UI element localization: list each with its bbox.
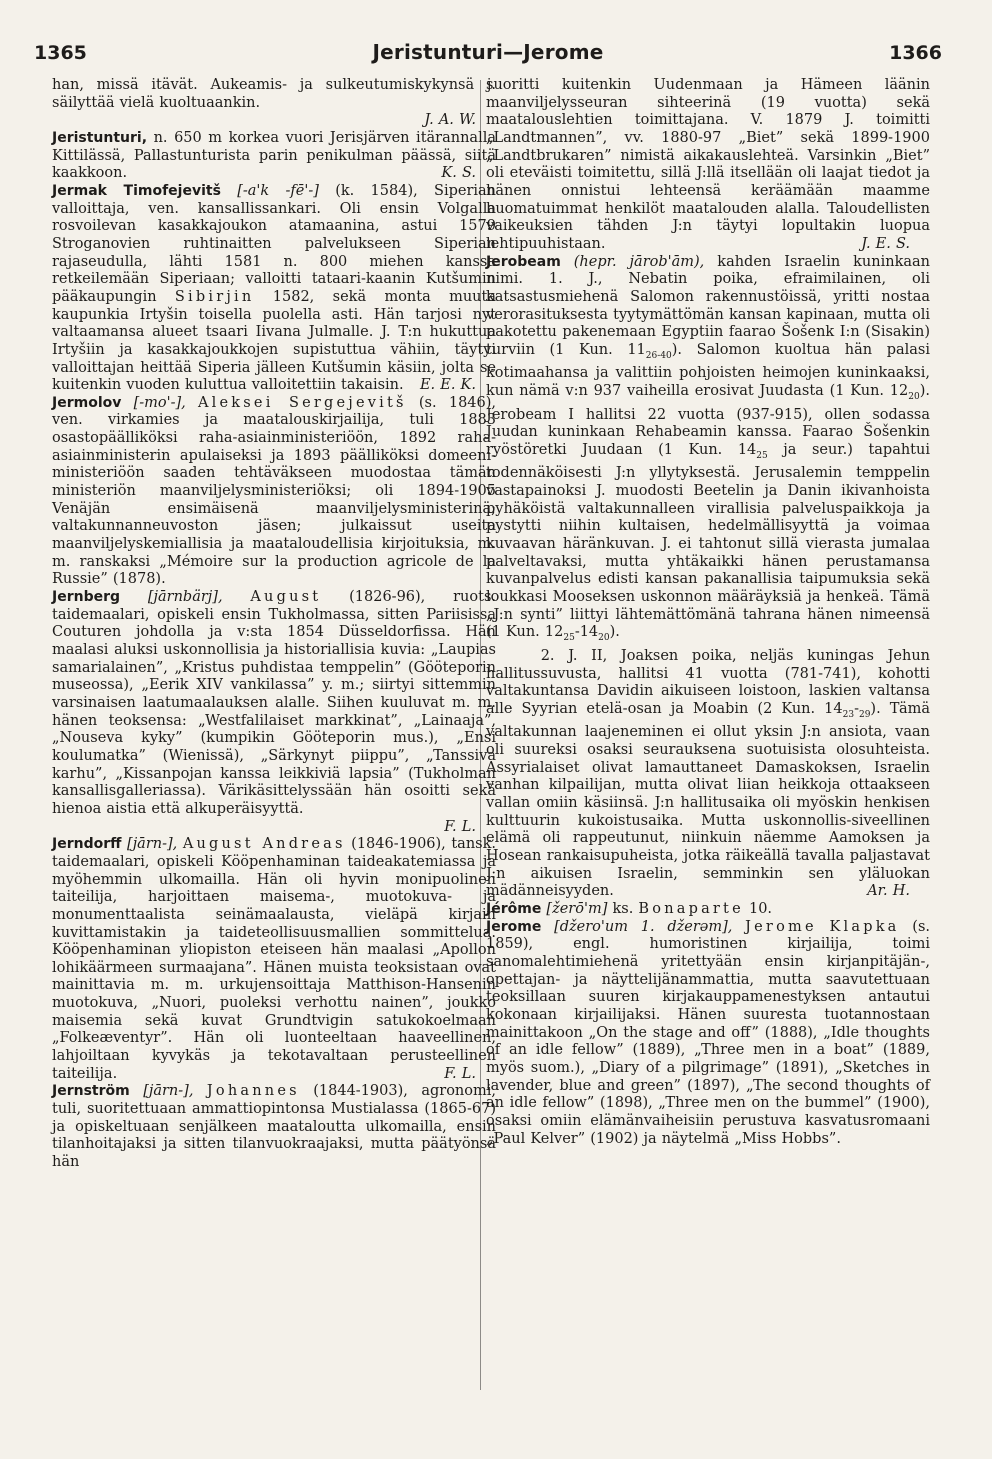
headword: Jérôme: [486, 900, 542, 917]
signature: F. L.: [444, 818, 476, 835]
headword: Jernberg: [52, 589, 121, 606]
pronunciation: [-mo'-],: [133, 394, 186, 411]
headword: Jernström: [52, 1083, 130, 1100]
pronunciation: [džero'um 1. džerəm],: [554, 918, 733, 935]
entry-jerome-klapka: Jerome [džero'um 1. džerəm], Jerome Klapka (s. 1859), engl. humoristinen kirjailija, toimi sanomalehtimiehenä yritettyään ensin kirjanpitäjän-, opettajan- ja näyttelijänammattia, mutta saavutettuaan teoksillaan suuren kirjakauppamenestyksen antautui kokonaan kirjailijaksi. Hänen suuresta tuotannostaan mainittakoon „On the stage and off” (1888), „Idle thoughts of an idle fellow” (1889), „Three men in a boat” (1889, myös suom.), „Diary of a pilgrimage” (1891), „Sketches in lavender, blue and green” (1897), „The second thoughts of an idle fellow” (1898), „Three men on the bummel” (1900), osaksi omiin elämänvaiheisiin perustuva kasvatusromaani „Paul Kelver” (1902) ja näytelmä „Miss Hobbs”.: [486, 918, 931, 1147]
signature: J. E. S.: [861, 235, 910, 252]
pronunciation: [jārnbärj],: [147, 589, 223, 606]
left-column: [52, 77, 496, 1172]
spaced-name: Aleksei Sergejevitš: [198, 394, 407, 411]
entry-jeristunturi: Jeristunturi, n. 650 m korkea vuori Jerisjärven itärannalla Kittilässä, Pallastunturista parin penikulman päässä, siitä kaakkoon. K. S.: [52, 129, 496, 182]
right-page-number: 1366: [889, 42, 942, 64]
signature: E. E. K.: [419, 377, 476, 394]
spaced-name: Sibirjin: [174, 288, 255, 305]
spaced-name: Bonaparte: [638, 900, 744, 917]
verse-ref: 23: [842, 709, 855, 720]
entry-jerndorff: Jerndorff [jārn-], August Andreas (1846-1906), tansk. taidemaalari, opiskeli Kööpenhaminan taideakatemiassa ja myöhemmin ulkomailla. Hän oli hyvin monipuolinen taiteilija, harjoittaen maisema-, muotokuva- ja monumenttaalista seinämaalausta, vieläpä kirjain kuvittamistakin ja taideteollisuusmallien sommittelua. Kööpenhaminan yliopiston eteiseen hän maalasi „Apollon lohikäärmeen surmaajana”. Hänen muista teoksistaan ovat mainittavia m. m. urkujensoittaja Matthison-Hansenin muotokuva, „Nuori, puoleksi verhottu nainen”, joukko maisemia sekä kuvat Grundtvigin satukokoelmaan „Folkeæventyr”. Hän oli luonteeltaan haaveellinen, lahjoiltaan kyvykäs ja tekotavaltaan perusteellinen taiteilija. F. L.: [52, 836, 496, 1082]
headword: Jeristunturi,: [52, 129, 148, 146]
entry-jermolov: Jermolov [-mo'-], Aleksei Sergejevitš (s. 1846), ven. virkamies ja maatalouskirjailija, tuli 1883 osastopäälliköksi raha-asiainministeriöön, 1892 raha-asiainministerin apulaiseksi ja 1893 päälliköksi domeeni-ministeriöön saaden tehtäväkseen muodostaa tämän ministeriön maanviljelysministeriöksi; oli 1894-1905 Venäjän ensimäisenä maanviljelysministerinä; valtakunnanneuvoston jäsen; julkaissut useita maanviljelyskemiallisia ja maataloudellisia kirjoituksia, m. m. ranskaksi „Mémoire sur la production agricole de la Russie” (1878).: [52, 394, 497, 588]
page-header: [34, 40, 942, 70]
spaced-name: August Andreas: [182, 836, 346, 853]
entry-jerobeam: Jerobeam (hepr. jārob'ām), kahden Israelin kuninkaan nimi. 1. J., Nebatin poika, efraimilainen, oli katsastusmiehenä Salomon rakennustöissä, yritti nostaa verorasituksesta tyytymättömän kansan kapinaan, mutta oli pakotettu pakenemaan Egyptiin faarao Šošenk I:n (Sisakin) turviin (1 Kun. $11_{26-40}$). Salomon kuoltua hän palasi kotimaahansa ja valittiin pohjoisten heimojen kuninkaaksi, kun nämä v:n 937 vaiheilla erosivat Juudasta (1 Kun. $12_{20}$). Jerobeam I hallitsi 22 vuotta (937-915), ollen sodassa Juudan kuninkaan Rehabeamin kanssa. Faarao Šošenkin ryöstöretki Juudaan (1 Kun. $14_{25}$ ja seur.) tapahtui todennäköisesti J:n yllytyksestä. Jerusalemin temppelin vastapainoksi J. muodosti Beetelin ja Danin ikivanhoista pyhäköistä valtakunnalleen virallisia palveluspaikkoja ja pystytti niihin kultaisen, hedelmällisyyttä ja voimaa kuvaavan häränkuvan. J. ei tahtonut sillä vierasta jumalaa palveltavaksi, mutta yhtäkaikki hänen perustamansa kuvanpalvelus edisti kansan pakanallisia taipumuksia sekä loukkasi Mooseksen uskonnon määräyksiä ja henkeä. Tämä „J:n synti” liittyi lähtemättömänä tahrana hänen nimeensä (1 Kun. $12_{25}-14_{20}$).: [486, 253, 931, 644]
spaced-name: Johannes: [206, 1083, 300, 1100]
verse-ref: 20: [908, 391, 920, 402]
spaced-name: August: [250, 589, 322, 606]
headword: Jermolov: [52, 394, 122, 411]
page-title: Jeristunturi—Jerome: [372, 40, 604, 64]
signature: K. S.: [441, 165, 476, 182]
pronunciation: [-a'k -fē'-]: [237, 182, 319, 199]
headword: Jerome: [486, 918, 542, 935]
right-column: [486, 77, 930, 1148]
verse-ref: 26-40: [645, 350, 672, 361]
spaced-name: Jerome: [745, 918, 817, 935]
verse-ref: 25: [756, 450, 768, 461]
signature: J. A. W.: [424, 112, 476, 129]
headword: Jermak Timofejevitš: [52, 182, 221, 199]
pronunciation: [jārn-],: [143, 1083, 194, 1100]
entry-jernberg: Jernberg [jārnbärj], August (1826-96), ruots. taidemaalari, opiskeli ensin Tukholmassa, sitten Pariisissa Couturen johdolla ja v:sta 1854 Düsseldorfissa. Hän maalasi aluksi uskonnollisia ja historiallisia kuvia: „Laupias samarialainen”, „Kristus puhdistaa temppelin” (Gööteporin museossa), „Eerik XIV vankilassa” y. m.; siirtyi sittemmin varsinaisen laatumaalauksen alalle. Siihen kuuluvat m. m. hänen teoksensa: „Westfalilaiset markkinat”, „Lainaaja”, „Nouseva kyky” (kumpikin Gööteporin mus.), „Ensi koulumatka” (Wienissä), „Särkynyt piippu”, „Tanssiva karhu”, „Kissanpojan kanssa leikkiviä lapsia” (Tukholman kansallisgalleriassa). Värikäsittelyssään hän osoitti sekä hienoa aistia että alkuperäisyyttä.: [52, 589, 496, 817]
verse-ref: 20: [598, 633, 610, 644]
pronunciation: [žerō'm]: [546, 900, 608, 917]
signature: F. L.: [444, 1065, 476, 1082]
pronunciation: [jārn-],: [127, 836, 178, 853]
entry-jermak: Jermak Timofejevitš [-a'k -fē'-] (k. 1584), Siperian valloittaja, ven. kansallissankari. Oli ensin Volgalla rosvoilevan kasakkajoukon atamaanina, astui 1579 Stroganovien ruhtinaitten palvelukseen Siperian rajaseudulla, lähti 1581 n. 800 miehen kanssa retkeilemään Siperiaan; valloitti tataari-kaanin Kutšumin pääkaupungin Sibirjin 1582, sekä monta muuta kaupunkia Irtyšin toisella puolella asti. Hän tarjosi nyt valtaamansa alueet tsaari Iivana Julmalle. J. T:n hukuttua Irtyšiin ja kasakkajoukkojen supistuttua vähiin, täytyi valloittajan heittää Siperia jälleen Kutšumin käsiin, jolta se kuitenkin vuoden kuluttua valloitettiin takaisin. E. E. K.: [52, 182, 496, 394]
entry-jernstrom: Jernström [jārn-], Johannes (1844-1903), agronomi, tuli, suoritettuaan ammattiopintonsa Mustialassa (1865-67) ja opiskeltuaan senjälkeen maataloutta ulkomailla, ensin tilanhoitajaksi ja sitten tilanvuokraajaksi, mutta päätyönsä hän: [52, 1083, 496, 1171]
entry-jerome-bonaparte: Jérôme [žerō'm] ks. Bonaparte 10.: [486, 900, 773, 917]
signature: Ar. H.: [867, 883, 910, 900]
entry-jerobeam-part2: 2. J. II, Joaksen poika, neljäs kuningas Jehun hallitussuvusta, hallitsi 41 vuotta (781-741), kohotti valtakuntansa Davidin aikuiseen loistoon, laskien valtansa alle Syyrian etelä-osan ja Moabin (2 Kun. $14_{23}-_{29}$). Tämä valtakunnan laajeneminen ei ollut yksin J:n ansiota, vaan oli suureksi osaksi seurauksena suotuisista olosuhteista. Assyrialaiset olivat lamauttaneet Damaskoksen, Israelin vanhan kilpailijan, mutta olivat liian heikkoja ottaakseen vallan omiin käsiinsä. J:n hallitusaika oli myöskin henkisen kulttuurin kukoistusaika. Mutta uskonnollis-siveellinen elämä oli rappeutunut, niinkuin näemme Aamoksen ja Hosean rankaisupuheista, jotka räikeällä tavalla paljastavat J:n aikuisen Israelin, semminkin sen yläluokan mädänneisyyden. Ar. H.: [486, 647, 931, 900]
entry-continuation: han, missä itävät. Aukeamis- ja sulkeutumiskykynsä j. säilyttää vielä kuoltuaankin.: [52, 77, 496, 111]
verse-ref: 25: [563, 633, 575, 644]
headword: Jerndorff: [52, 836, 122, 853]
spaced-name: Klapka: [829, 918, 900, 935]
entry-continuation: suoritti kuitenkin Uudenmaan ja Hämeen läänin maanviljelysseuran sihteerinä (19 vuotta) sekä maatalouslehtien toimittajana. V. 1879 J. toimitti „Landtmannen”, vv. 1880-97 „Biet” sekä 1899-1900 „Landtbrukaren” nimistä aikakauslehteä. Varsinkin „Biet” oli eteväisti toimitettu, sillä J:llä itsellään oli laajat tiedot ja hänen onnistui lehteensä keräämään maamme huomatuimmat henkilöt maatalouden alalla. Taloudellisten vaikeuksien tähden J:n täytyi lopultakin luopua lehtipuuhistaan. J. E. S.: [486, 77, 930, 252]
verse-ref: 29: [858, 709, 871, 720]
left-page-number: 1365: [34, 42, 87, 64]
pronunciation: (hepr. jārob'ām),: [573, 253, 705, 270]
headword: Jerobeam: [486, 253, 561, 270]
